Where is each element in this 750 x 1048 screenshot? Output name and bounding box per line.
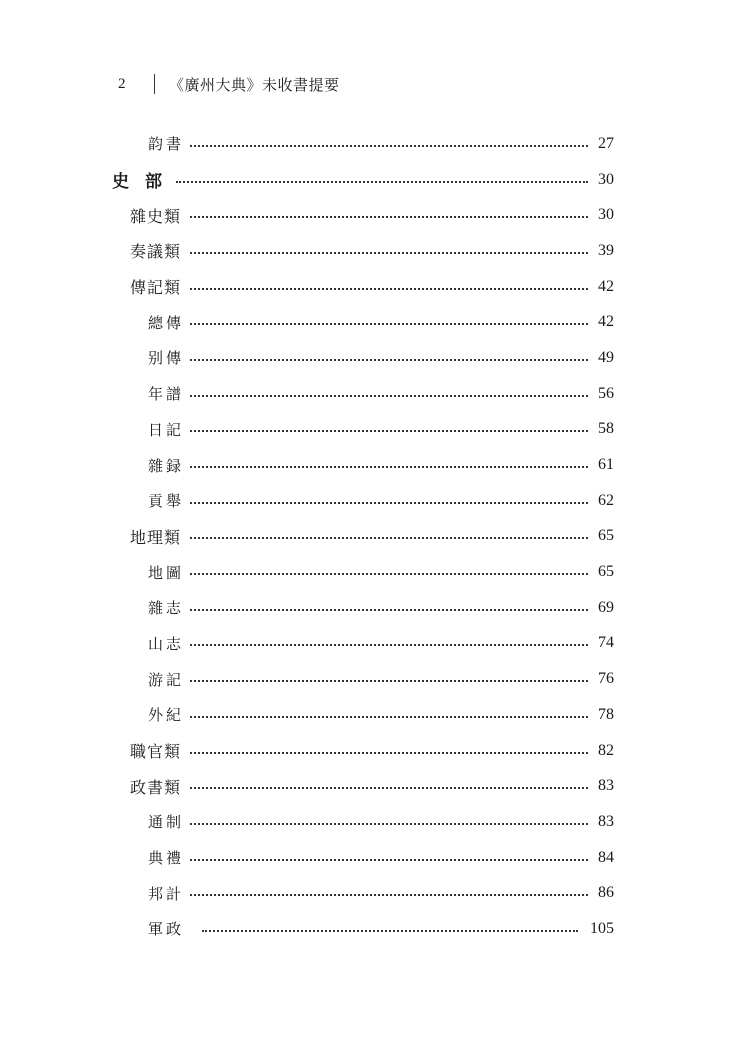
toc-entry-label: 邦計	[148, 883, 188, 904]
toc-entry[interactable]	[0, 875, 750, 911]
toc-entry[interactable]	[0, 519, 750, 555]
toc-entry-page: 27	[592, 135, 614, 153]
toc-entry-page: 30	[592, 171, 614, 189]
dot-leader	[190, 395, 588, 397]
toc-entry-page: 49	[592, 349, 614, 367]
toc-entry-page: 84	[592, 849, 614, 867]
toc-entry[interactable]	[0, 768, 750, 804]
toc-entry-label: 史部	[112, 167, 182, 192]
page-header	[118, 72, 340, 96]
toc-entry[interactable]	[0, 304, 750, 340]
toc-entry[interactable]	[0, 126, 750, 162]
toc-entry-label: 典禮	[148, 847, 188, 868]
dot-leader	[190, 752, 588, 754]
toc-entry[interactable]	[0, 661, 750, 697]
toc-entry-label: 日記	[148, 419, 188, 440]
dot-leader	[190, 787, 588, 789]
dot-leader	[190, 252, 588, 254]
toc-entry[interactable]	[0, 554, 750, 590]
toc-entry[interactable]	[0, 340, 750, 376]
dot-leader	[190, 323, 588, 325]
toc-entry-label: 雜史類	[130, 204, 185, 227]
toc-entry[interactable]	[0, 733, 750, 769]
toc-entry-label: 地圖	[148, 562, 188, 583]
toc-entry-label: 游記	[148, 669, 188, 690]
toc-entry-label: 雜録	[148, 455, 188, 476]
dot-leader	[190, 859, 588, 861]
toc-entry-page: 82	[592, 742, 614, 760]
toc-entry-page: 62	[592, 492, 614, 510]
toc-entry-page: 42	[592, 278, 614, 296]
dot-leader	[190, 359, 588, 361]
toc-entry[interactable]	[0, 590, 750, 626]
toc-entry[interactable]	[0, 162, 750, 198]
dot-leader	[190, 216, 588, 218]
toc-entry-page: 83	[592, 777, 614, 795]
toc-entry-label: 總傳	[148, 312, 188, 333]
toc-entry-label: 年譜	[148, 383, 188, 404]
toc-entry-page: 65	[592, 563, 614, 581]
toc-entry-label: 奏議類	[130, 239, 185, 262]
page-number: 2	[118, 75, 126, 92]
toc-entry-label: 通制	[148, 811, 188, 832]
dot-leader	[190, 609, 588, 611]
toc-entry-page: 76	[592, 670, 614, 688]
toc-entry-label: 山志	[148, 633, 188, 654]
toc-entry[interactable]	[0, 376, 750, 412]
dot-leader	[190, 644, 588, 646]
dot-leader	[190, 823, 588, 825]
toc-entry-page: 58	[592, 420, 614, 438]
dot-leader	[190, 573, 588, 575]
toc-entry[interactable]	[0, 840, 750, 876]
toc-entry-label: 外紀	[148, 704, 188, 725]
toc-entry-page: 61	[592, 456, 614, 474]
toc-entry-page: 69	[592, 599, 614, 617]
dot-leader	[190, 430, 588, 432]
dot-leader	[190, 680, 588, 682]
toc-entry-label: 職官類	[130, 739, 185, 762]
toc-entry-page: 78	[592, 706, 614, 724]
dot-leader	[190, 288, 588, 290]
dot-leader	[202, 930, 578, 932]
toc-entry-page: 56	[592, 385, 614, 403]
toc-entry[interactable]	[0, 697, 750, 733]
toc-entry[interactable]	[0, 483, 750, 519]
toc-entry-page: 83	[592, 813, 614, 831]
toc-entry-label: 韵書	[148, 133, 188, 154]
toc-entry-label: 貢舉	[148, 490, 188, 511]
toc-entry-label: 别傳	[148, 347, 188, 368]
toc-entry-page: 74	[592, 634, 614, 652]
table-of-contents	[0, 126, 750, 947]
dot-leader	[190, 894, 588, 896]
dot-leader	[190, 716, 588, 718]
dot-leader	[176, 181, 588, 183]
dot-leader	[190, 502, 588, 504]
toc-entry-label: 傳記類	[130, 275, 185, 298]
header-divider	[154, 74, 155, 94]
toc-entry-page: 30	[592, 206, 614, 224]
toc-entry-page: 65	[592, 527, 614, 545]
toc-entry-label: 地理類	[130, 525, 185, 548]
toc-entry-label: 軍政	[148, 918, 188, 939]
toc-entry-page: 39	[592, 242, 614, 260]
toc-entry-label: 政書類	[130, 775, 185, 798]
toc-entry-label: 雜志	[148, 597, 188, 618]
toc-entry[interactable]	[0, 447, 750, 483]
toc-entry-page: 105	[584, 920, 614, 938]
toc-entry[interactable]	[0, 626, 750, 662]
toc-entry-page: 86	[592, 884, 614, 902]
toc-entry[interactable]	[0, 804, 750, 840]
running-title: 《廣州大典》未收書提要	[169, 75, 340, 94]
toc-entry[interactable]	[0, 412, 750, 448]
toc-entry[interactable]	[0, 233, 750, 269]
dot-leader	[190, 537, 588, 539]
toc-entry[interactable]	[0, 911, 750, 947]
dot-leader	[190, 466, 588, 468]
toc-entry[interactable]	[0, 197, 750, 233]
toc-entry[interactable]	[0, 269, 750, 305]
dot-leader	[190, 145, 588, 147]
toc-entry-page: 42	[592, 313, 614, 331]
